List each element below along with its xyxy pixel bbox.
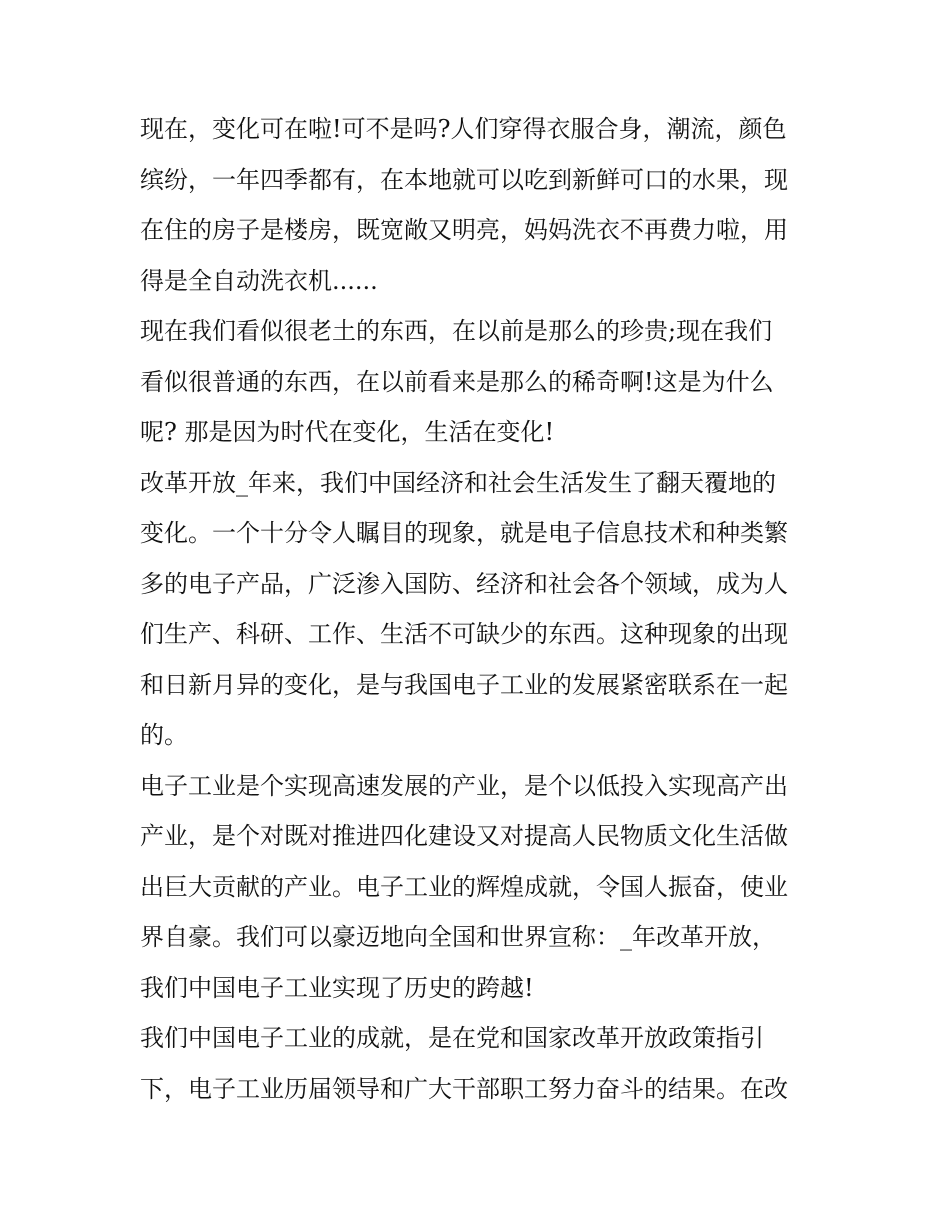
text-line: 电子工业是个实现高速发展的产业，是个以低投入实现高产出 — [140, 771, 788, 800]
text-line: 们生产、科研、工作、生活不可缺少的东西。这种现象的出现 — [140, 620, 788, 648]
text-line: 现在我们看似很老土的东西，在以前是那么的珍贵;现在我们 — [140, 317, 773, 345]
text-line: 变化。一个十分令人瞩目的现象，就是电子信息技术和种类繁 — [140, 519, 788, 547]
text-line: 多的电子产品，广泛渗入国防、经济和社会各个领域，成为人 — [140, 569, 788, 598]
text-line: 我们中国电子工业实现了历史的跨越! — [140, 973, 534, 1002]
text-line: 呢? 那是因为时代在变化，生活在变化! — [140, 418, 555, 446]
text-line: 出巨大贡献的产业。电子工业的辉煌成就，令国人振奋，使业 — [140, 872, 788, 901]
text-line: 现在，变化可在啦!可不是吗?人们穿得衣服合身，潮流，颜色 — [140, 115, 787, 143]
text-line: 界自豪。我们可以豪迈地向全国和世界宣称：_年改革开放， — [140, 923, 776, 951]
text-line: 下，电子工业历届领导和广大干部职工努力奋斗的结果。在改 — [140, 1074, 788, 1103]
text-line: 得是全自动洗衣机...... — [140, 266, 378, 295]
text-line: 缤纷，一年四季都有，在本地就可以吃到新鲜可口的水果，现 — [140, 165, 788, 194]
text-line: 看似很普通的东西，在以前看来是那么的稀奇啊!这是为什么 — [140, 367, 774, 396]
text-line: 改革开放_年来，我们中国经济和社会生活发生了翻天覆地的 — [140, 468, 776, 497]
text-line: 的。 — [140, 721, 188, 749]
text-line: 和日新月异的变化，是与我国电子工业的发展紧密联系在一起 — [140, 670, 788, 699]
text-line: 产业，是个对既对推进四化建设又对提高人民物质文化生活做 — [140, 822, 788, 850]
text-line: 我们中国电子工业的成就，是在党和国家改革开放政策指引 — [140, 1024, 764, 1052]
text-line: 在住的房子是楼房，既宽敞又明亮，妈妈洗衣不再费力啦，用 — [140, 216, 788, 244]
body-text — [140, 104, 820, 1114]
